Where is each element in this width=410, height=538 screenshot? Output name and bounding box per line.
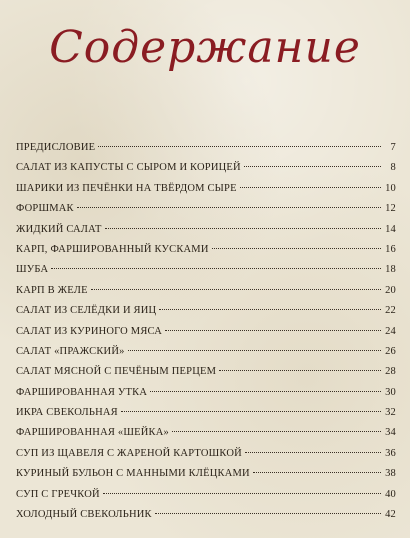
toc-page-number: 8: [390, 162, 396, 174]
toc-page-number: 16: [385, 243, 396, 255]
toc-leader-dots: [105, 228, 381, 229]
toc-row[interactable]: [16, 346, 396, 366]
toc-page-number: 36: [385, 447, 396, 459]
toc-leader-dots: [98, 146, 381, 147]
toc-leader-dots: [150, 391, 381, 392]
toc-page-number: 42: [385, 509, 396, 521]
toc-leader-dots: [245, 452, 381, 453]
toc-entry-title: КУРИНЫЙ БУЛЬОН С МАННЫМИ КЛЁЦКАМИ: [16, 468, 250, 480]
toc-row[interactable]: [16, 203, 396, 223]
toc-entry-title: ФАРШИРОВАННАЯ «ШЕЙКА»: [16, 427, 169, 439]
toc-page-number: 28: [385, 366, 396, 378]
toc-entry-title: САЛАТ ИЗ КУРИНОГО МЯСА: [16, 325, 162, 337]
toc-page-number: 40: [385, 488, 396, 500]
toc-row[interactable]: [16, 407, 396, 427]
toc-leader-dots: [128, 350, 381, 351]
toc-page-number: 32: [385, 407, 396, 419]
toc-row[interactable]: [16, 448, 396, 468]
toc-entry-title: САЛАТ МЯСНОЙ С ПЕЧЁНЫМ ПЕРЦЕМ: [16, 366, 217, 378]
toc-row[interactable]: [16, 305, 396, 325]
toc-entry-title: ШАРИКИ ИЗ ПЕЧЁНКИ НА ТВЁРДОМ СЫРЕ: [16, 182, 237, 194]
toc-page-number: 7: [390, 142, 396, 153]
toc-entry-title: САЛАТ ИЗ КАПУСТЫ С СЫРОМ И КОРИЦЕЙ: [16, 162, 241, 174]
page-title: Содержание: [49, 22, 361, 73]
toc-leader-dots: [240, 187, 381, 188]
toc-row[interactable]: [16, 244, 396, 264]
toc-row[interactable]: [16, 489, 396, 509]
toc-entry-title: ФОРШМАК: [16, 203, 74, 215]
toc-row[interactable]: [16, 285, 396, 305]
toc-row[interactable]: [16, 264, 396, 284]
toc-entry-title: КАРП В ЖЕЛЕ: [16, 284, 88, 296]
toc-entry-title: ФАРШИРОВАННАЯ УТКА: [16, 386, 148, 398]
toc-row[interactable]: [16, 162, 396, 182]
toc-row[interactable]: [16, 142, 396, 162]
toc-row[interactable]: [16, 366, 396, 386]
toc-row[interactable]: [16, 468, 396, 488]
toc-leader-dots: [103, 493, 381, 494]
toc-page-number: 14: [385, 223, 396, 235]
toc-entry-title: САЛАТ «ПРАЖСКИЙ»: [16, 345, 125, 357]
toc-entry-title: ПРЕДИСЛОВИЕ: [16, 142, 96, 153]
toc-entry-title: СУП С ГРЕЧКОЙ: [16, 488, 100, 500]
toc-row[interactable]: [16, 326, 396, 346]
toc-leader-dots: [91, 289, 381, 290]
toc-entry-title: ЖИДКИЙ САЛАТ: [16, 223, 102, 235]
toc-page-number: 34: [385, 427, 396, 439]
toc-row[interactable]: [16, 183, 396, 203]
toc-row[interactable]: [16, 427, 396, 447]
toc-leader-dots: [212, 248, 381, 249]
toc-leader-dots: [244, 166, 381, 167]
toc-entry-title: САЛАТ ИЗ СЕЛЁДКИ И ЯИЦ: [16, 305, 157, 317]
toc-leader-dots: [51, 268, 381, 269]
toc-page-number: 26: [385, 345, 396, 357]
toc-row[interactable]: [16, 509, 396, 529]
toc-leader-dots: [77, 207, 381, 208]
toc-page-number: 22: [385, 305, 396, 317]
toc-page-number: 10: [385, 182, 396, 194]
toc-page-number: 18: [385, 264, 396, 276]
toc-row[interactable]: [16, 224, 396, 244]
toc-leader-dots: [172, 431, 381, 432]
toc-entry-title: ШУБА: [16, 264, 49, 276]
toc-leader-dots: [159, 309, 381, 310]
toc-page-number: 38: [385, 468, 396, 480]
toc-leader-dots: [219, 370, 381, 371]
toc-page-number: 12: [385, 203, 396, 215]
table-of-contents: [16, 142, 396, 529]
toc-leader-dots: [155, 513, 381, 514]
toc-entry-title: ИКРА СВЕКОЛЬНАЯ: [16, 407, 118, 419]
toc-entry-title: КАРП, ФАРШИРОВАННЫЙ КУСКАМИ: [16, 243, 209, 255]
toc-page-number: 20: [385, 284, 396, 296]
toc-page-number: 30: [385, 386, 396, 398]
toc-leader-dots: [165, 330, 381, 331]
toc-row[interactable]: [16, 387, 396, 407]
toc-entry-title: СУП ИЗ ЩАВЕЛЯ С ЖАРЕНОЙ КАРТОШКОЙ: [16, 447, 242, 459]
toc-leader-dots: [253, 472, 381, 473]
toc-entry-title: ХОЛОДНЫЙ СВЕКОЛЬНИК: [16, 509, 152, 521]
toc-page-number: 24: [385, 325, 396, 337]
toc-leader-dots: [121, 411, 381, 412]
